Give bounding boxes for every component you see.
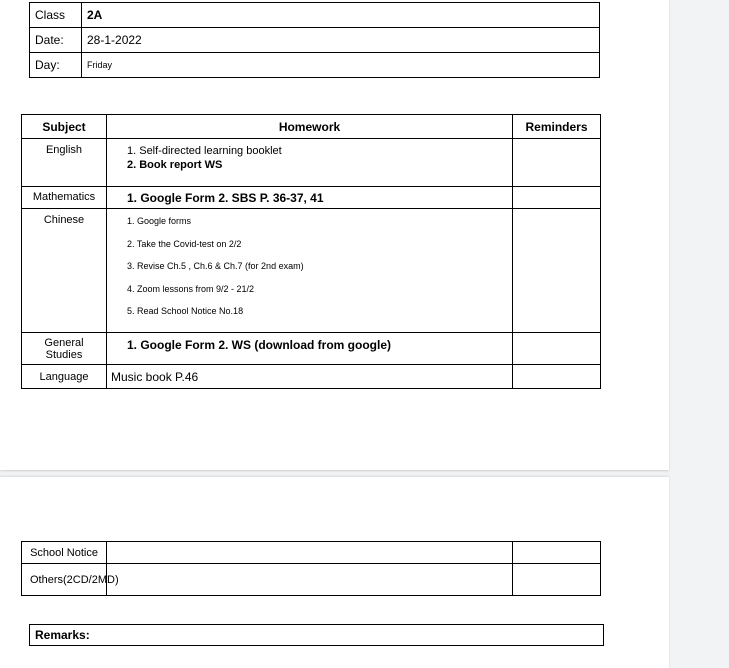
- homework-table: [21, 114, 601, 389]
- list-item: 5. Read School Notice No.18: [127, 306, 244, 316]
- mathematics-row: [22, 187, 601, 209]
- class-value[interactable]: 2A: [82, 3, 600, 28]
- general-studies-subject: General Studies: [22, 333, 107, 365]
- others-label: Others(2CD/2MD): [22, 564, 107, 596]
- language-row: [22, 365, 601, 389]
- list-item: 3. Revise Ch.5 , Ch.6 & Ch.7 (for 2nd exam): [127, 261, 304, 271]
- others-value[interactable]: [107, 564, 513, 596]
- date-label: Date:: [30, 28, 82, 53]
- others-row: [22, 564, 601, 596]
- remarks-label: Remarks:: [35, 628, 90, 642]
- chinese-subject: Chinese: [22, 209, 107, 333]
- mathematics-reminders[interactable]: [513, 187, 601, 209]
- chinese-homework[interactable]: [107, 209, 513, 333]
- mathematics-homework[interactable]: 1. Google Form 2. SBS P. 36-37, 41: [107, 187, 513, 209]
- subject-header: Subject: [22, 115, 107, 139]
- list-item: 1. Self-directed learning booklet: [127, 145, 282, 157]
- reminders-header: Reminders: [513, 115, 601, 139]
- english-subject: English: [22, 139, 107, 187]
- day-label: Day:: [30, 53, 82, 78]
- class-info-table: [29, 2, 600, 78]
- others-reminders[interactable]: [513, 564, 601, 596]
- school-notice-value[interactable]: [107, 542, 513, 564]
- chinese-reminders[interactable]: [513, 209, 601, 333]
- school-notice-reminders[interactable]: [513, 542, 601, 564]
- language-homework[interactable]: Music book P.46: [107, 365, 513, 389]
- homework-header: Homework: [107, 115, 513, 139]
- document-page-2: [0, 477, 669, 668]
- language-subject: Language: [22, 365, 107, 389]
- general-studies-row: [22, 333, 601, 365]
- remarks-box[interactable]: [29, 624, 604, 646]
- list-item: 2. Take the Covid-test on 2/2: [127, 238, 242, 249]
- english-reminders[interactable]: [513, 139, 601, 187]
- language-reminders[interactable]: [513, 365, 601, 389]
- date-row: [30, 28, 600, 53]
- day-value[interactable]: Friday: [82, 53, 600, 78]
- date-value[interactable]: 28-1-2022: [82, 28, 600, 53]
- english-homework[interactable]: [107, 139, 513, 187]
- header-row: [22, 115, 601, 139]
- school-notice-label: School Notice: [22, 542, 107, 564]
- school-notice-row: [22, 542, 601, 564]
- list-item: 2. Book report WS: [127, 159, 223, 171]
- class-row: [30, 3, 600, 28]
- class-label: Class: [30, 3, 82, 28]
- general-studies-homework[interactable]: 1. Google Form 2. WS (download from google): [107, 333, 513, 365]
- chinese-row: [22, 209, 601, 333]
- notice-table: [21, 541, 601, 596]
- list-item: 4. Zoom lessons from 9/2 - 21/2: [127, 283, 255, 294]
- general-studies-reminders[interactable]: [513, 333, 601, 365]
- day-row: [30, 53, 600, 78]
- english-row: [22, 139, 601, 187]
- list-item: 1. Google forms: [127, 216, 192, 226]
- mathematics-subject: Mathematics: [22, 187, 107, 209]
